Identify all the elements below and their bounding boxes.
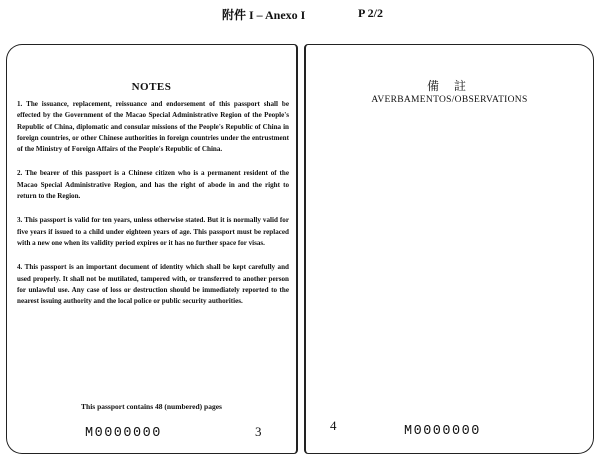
passport-serial-number: M0000000 bbox=[404, 424, 481, 439]
document-header bbox=[0, 6, 600, 26]
notes-title: NOTES bbox=[131, 81, 172, 93]
note-number: 1. bbox=[17, 100, 23, 108]
notes-list bbox=[17, 99, 289, 320]
note-number: 4. bbox=[17, 263, 23, 272]
note-item bbox=[17, 168, 289, 202]
passport-page-left bbox=[6, 44, 298, 454]
page-number: 3 bbox=[255, 424, 262, 439]
note-item bbox=[17, 262, 289, 307]
note-number: 3. bbox=[17, 216, 23, 225]
page-count-note: This passport contains 48 (numbered) pages bbox=[81, 402, 222, 411]
note-text: This passport is an important document of identity which shall be kept carefully and used properly. It shall not be mutilated, tampered with, or transferred to another person for unlawful use. Any case of loss or destruction should be immediately reported to the nearest issuing authority and the local police or public security authorities. bbox=[17, 263, 289, 306]
page-indicator: P 2/2 bbox=[358, 6, 384, 20]
note-item bbox=[17, 215, 289, 249]
annex-label: 附件 I – Anexo I bbox=[222, 8, 306, 22]
note-text: The bearer of this passport is a Chinese citizen who is a permanent resident of the Macao Special Administrative Region, and has the right of abode in and the right to return to the Region. bbox=[17, 169, 289, 201]
note-text: This passport is valid for ten years, unless otherwise stated. But it is normally valid for five years if issued to a child under eighteen years of age. This passport must be replaced with a new one when its validity period expires or it has no further space for visas. bbox=[17, 216, 289, 247]
passport-page-right bbox=[304, 44, 594, 454]
passport-serial-number: M0000000 bbox=[85, 426, 162, 441]
observations-title: AVERBAMENTOS/OBSERVATIONS bbox=[371, 95, 528, 105]
observations-chinese-title: 備 註 bbox=[426, 79, 472, 93]
note-number: 2. bbox=[17, 169, 23, 178]
note-item bbox=[17, 99, 289, 155]
page-number: 4 bbox=[330, 418, 337, 433]
note-text: The issuance, replacement, reissuance and endorsement of this passport shall be effected by the Government of the Macao Special Administrative Region of the People's Republic of China, diplomatic and consular missions of the People's Republic of China in foreign countries, or other Chinese authorities in foreign countries under the entrustment of the Ministry of Foreign Affairs of the People's Republic of China. bbox=[17, 100, 289, 154]
